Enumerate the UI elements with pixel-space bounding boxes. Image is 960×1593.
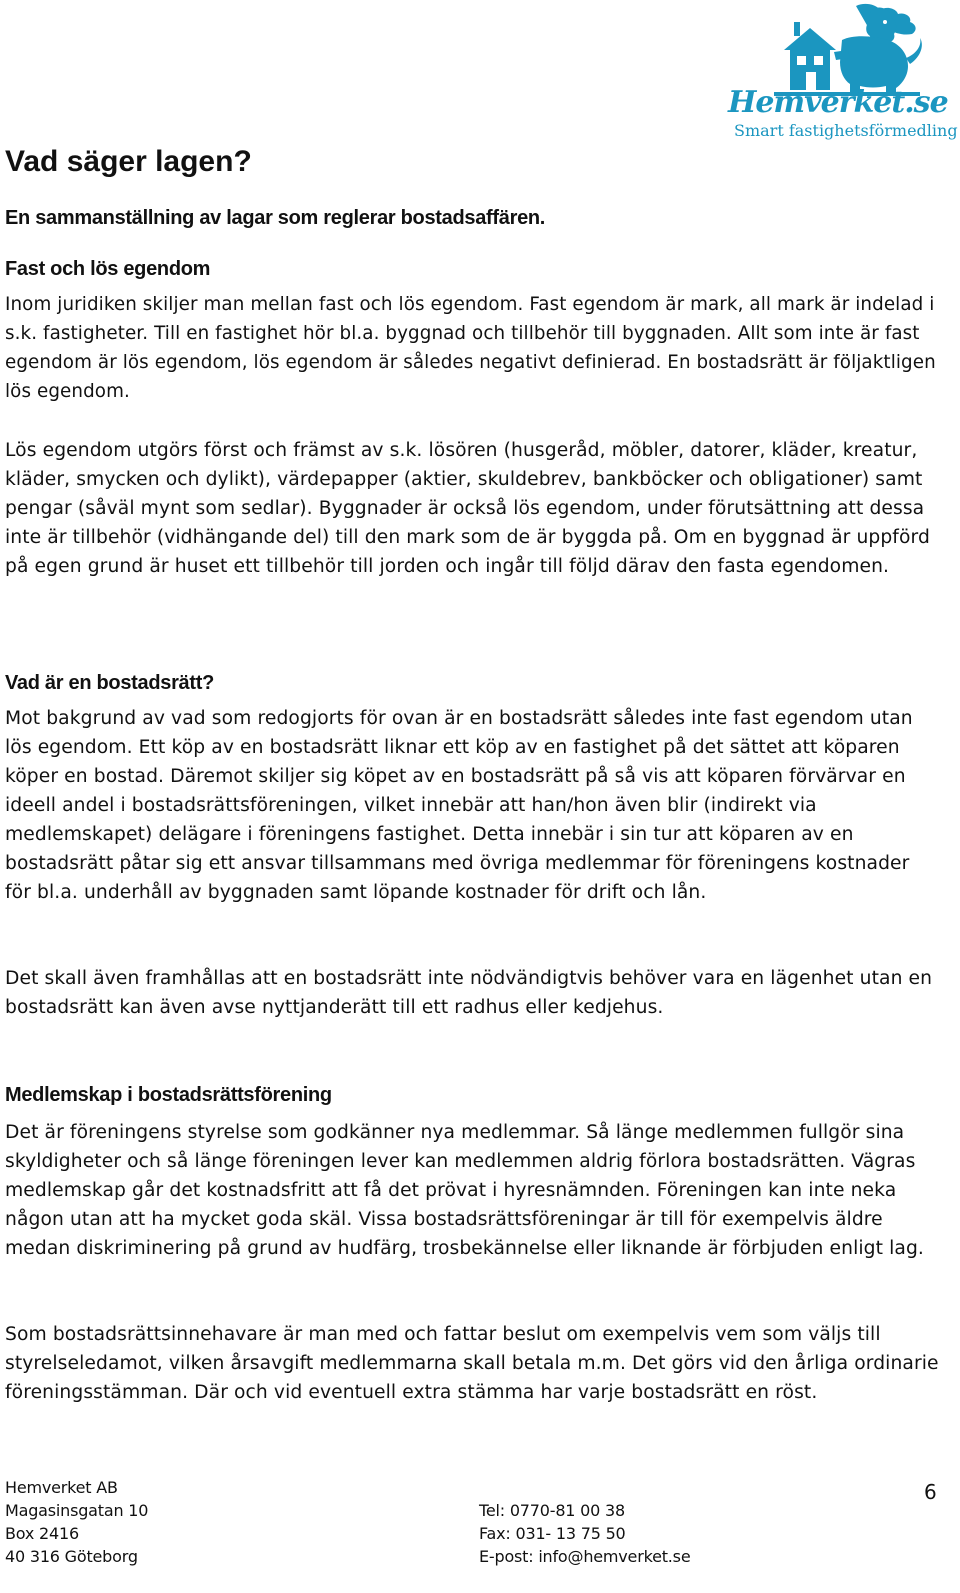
page-title: Vad säger lagen? — [5, 145, 252, 178]
logo-tagline: Smart fastighetsförmedling — [734, 121, 958, 140]
footer-email: E-post: info@hemverket.se — [479, 1547, 691, 1566]
section-heading-vad-ar-en-bostadsratt: Vad är en bostadsrätt? — [5, 672, 215, 694]
hemverket-logo — [728, 0, 958, 150]
footer-company: Hemverket AB — [5, 1478, 118, 1497]
section-heading-medlemskap: Medlemskap i bostadsrättsförening — [5, 1084, 332, 1106]
paragraph: Inom juridiken skiljer man mellan fast och lös egendom. Fast egendom är mark, all mark är indelad i s.k. fastigheter. Till en fastighet hör bl.a. byggnad och tillbehör till byggnaden. Allt som inte är fast egendom är lös egendom, lös egendom är således negativt definierad. En bostadsrätt är följaktligen lös egendom. — [5, 294, 936, 402]
lion-house-emblem-icon — [764, 0, 924, 98]
footer-city: 40 316 Göteborg — [5, 1547, 138, 1566]
page-number: 6 — [924, 1480, 937, 1504]
paragraph: Det skall även framhållas att en bostadsrätt inte nödvändigtvis behöver vara en lägenhet utan en bostadsrätt kan även avse nyttjanderätt till ett radhus eller kedjehus. — [5, 968, 933, 1018]
paragraph: Som bostadsrättsinnehavare är man med och fattar beslut om exempelvis vem som väljs till styrelseledamot, vilken årsavgift medlemmarna skall betala m.m. Det görs vid den årliga ordinarie föreningsstämman. Där och vid eventuell extra stämma har varje bostadsrätt en röst. — [5, 1324, 939, 1403]
paragraph: Lös egendom utgörs först och främst av s.k. lösören (husgeråd, möbler, datorer, kläder, kreatur, kläder, smycken och dylikt), värdepapper (aktier, skuldebrev, bankböcker och obligationer) samt pengar (såväl mynt som sedlar). Byggnader är också lös egendom, under förutsättning att dessa inte är tillbehör (vidhängande del) till den mark som de är byggda på. Om en byggnad är uppförd på egen grund är huset ett tillbehör till jorden och ingår till följd därav den fasta egendomen. — [5, 440, 930, 577]
paragraph: Mot bakgrund av vad som redogjorts för ovan är en bostadsrätt således inte fast egendom utan lös egendom. Ett köp av en bostadsrätt liknar ett köp av en fastighet på det sättet att köparen köper en bostad. Däremot skiljer sig köpet av en bostadsrätt på så vis att köparen förvärvar en ideell andel i bostadsrättsföreningen, vilket innebär att han/hon även blir (indirekt via medlemskapet) delägare i föreningens fastighet. Detta innebär i sin tur att köparen av en bostadsrätt påtar sig ett ansvar tillsammans med övriga medlemmar för föreningens kostnader för bl.a. underhåll av byggnaden samt löpande kostnader för drift och lån. — [5, 708, 913, 903]
footer-box: Box 2416 — [5, 1524, 79, 1543]
paragraph: Det är föreningens styrelse som godkänner nya medlemmar. Så länge medlemmen fullgör sina skyldigheter och så länge föreningen lever kan medlemmen aldrig förlora bostadsrätten. Vägras medlemskap går det kostnadsfritt att få det prövat i hyresnämnden. Föreningen kan inte neka någon utan att ha mycket goda skäl. Vissa bostadsrättsföreningar är till för exempelvis äldre medan diskriminering på grund av hudfärg, trosbekännelse eller liknande är förbjuden enligt lag. — [5, 1122, 924, 1259]
footer-street: Magasinsgatan 10 — [5, 1501, 149, 1520]
logo-brand-text: Hemverket.se — [728, 85, 948, 120]
footer-phone: Tel: 0770-81 00 38 — [479, 1501, 625, 1520]
section-heading-fast-och-los-egendom: Fast och lös egendom — [5, 258, 211, 280]
page-subtitle: En sammanställning av lagar som reglerar bostadsaffären. — [5, 207, 546, 229]
footer-fax: Fax: 031- 13 75 50 — [479, 1524, 626, 1543]
